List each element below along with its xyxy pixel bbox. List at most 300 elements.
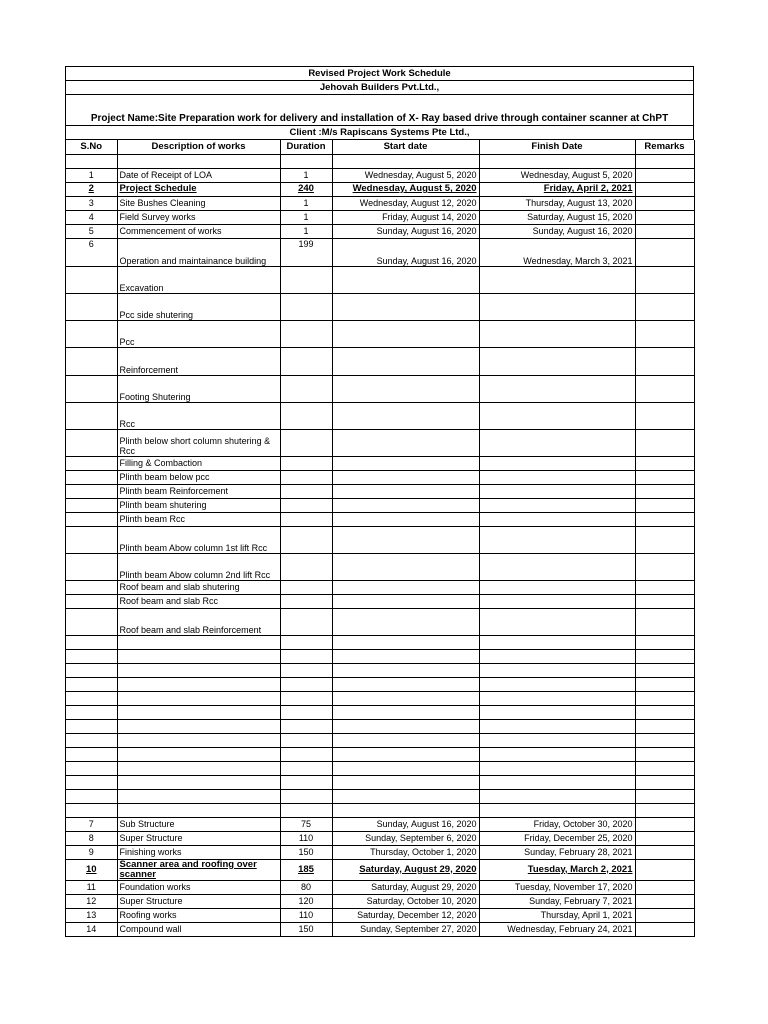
cell-description-text: Operation and maintainance building — [119, 255, 267, 266]
cell-finish-date-text: Thursday, August 13, 2020 — [525, 198, 633, 208]
cell-sno — [66, 402, 117, 429]
cell-duration — [280, 210, 332, 224]
cell-start-date — [332, 168, 479, 182]
cell-finish-date — [479, 196, 635, 210]
cell-remarks — [635, 705, 694, 719]
cell-duration-text: 120 — [298, 896, 314, 906]
cell-start-date — [332, 210, 479, 224]
cell-description-text: Roof beam and slab shutering — [119, 582, 240, 592]
cell-duration — [280, 470, 332, 484]
cell-remarks — [635, 512, 694, 526]
cell-duration — [280, 803, 332, 817]
table-row — [66, 803, 694, 817]
cell-finish-date — [479, 803, 635, 817]
cell-start-date-text: Thursday, October 1, 2020 — [370, 847, 477, 857]
cell-description — [117, 196, 280, 210]
cell-description-text: Roof beam and slab Reinforcement — [119, 624, 262, 635]
cell-start-date-text: Wednesday, August 5, 2020 — [364, 170, 477, 180]
cell-sno — [66, 320, 117, 347]
cell-finish-date-text: Friday, October 30, 2020 — [533, 819, 633, 829]
table-row — [66, 580, 694, 594]
cell-remarks — [635, 210, 694, 224]
cell-remarks — [635, 761, 694, 775]
cell-duration — [280, 922, 332, 936]
cell-sno — [66, 182, 117, 196]
cell-sno — [66, 347, 117, 375]
cell-start-date-text: Saturday, December 12, 2020 — [357, 910, 477, 920]
cell-description — [117, 691, 280, 705]
cell-start-date — [332, 880, 479, 894]
cell-sno — [66, 803, 117, 817]
cell-description — [117, 470, 280, 484]
cell-description — [117, 831, 280, 845]
cell-sno — [66, 817, 117, 831]
cell-remarks — [635, 266, 694, 293]
cell-sno — [66, 908, 117, 922]
cell-start-date — [332, 238, 479, 266]
cell-sno — [66, 429, 117, 456]
cell-start-date — [332, 456, 479, 470]
cell-sno — [66, 526, 117, 553]
table-row — [66, 553, 694, 580]
cell-start-date — [332, 347, 479, 375]
cell-remarks — [635, 196, 694, 210]
cell-description — [117, 677, 280, 691]
cell-duration — [280, 831, 332, 845]
table-row — [66, 182, 694, 196]
cell-duration-text: 80 — [300, 882, 311, 892]
cell-remarks — [635, 789, 694, 803]
cell-description-text: Plinth beam Rcc — [119, 514, 186, 524]
cell-remarks — [635, 429, 694, 456]
cell-start-date-text: Friday, August 14, 2020 — [382, 212, 477, 222]
cell-remarks — [635, 553, 694, 580]
table-row — [66, 691, 694, 705]
table-row — [66, 894, 694, 908]
table-row — [66, 456, 694, 470]
cell-remarks — [635, 238, 694, 266]
cell-description — [117, 733, 280, 747]
cell-remarks — [635, 635, 694, 649]
cell-duration-text: 1 — [303, 212, 309, 222]
table-row — [66, 375, 694, 402]
cell-finish-date — [479, 817, 635, 831]
table-row — [66, 761, 694, 775]
cell-description-text: Plinth beam Abow column 1st lift Rcc — [119, 542, 268, 553]
cell-sno — [66, 375, 117, 402]
cell-sno — [66, 470, 117, 484]
cell-start-date-text: Sunday, August 16, 2020 — [376, 819, 477, 829]
cell-start-date — [332, 429, 479, 456]
cell-start-date — [332, 649, 479, 663]
cell-duration — [280, 677, 332, 691]
cell-sno — [66, 498, 117, 512]
cell-finish-date — [479, 663, 635, 677]
cell-start-date — [332, 375, 479, 402]
cell-sno — [66, 894, 117, 908]
cell-duration — [280, 747, 332, 761]
cell-description-text: Scanner area and roofing over scanner — [119, 859, 257, 880]
cell-start-date — [332, 817, 479, 831]
cell-sno-text: 6 — [88, 238, 94, 249]
cell-duration — [280, 498, 332, 512]
table-row — [66, 470, 694, 484]
table-row — [66, 224, 694, 238]
column-header-remarks: Remarks — [635, 140, 694, 154]
cell-sno — [66, 677, 117, 691]
cell-sno — [66, 266, 117, 293]
cell-start-date — [332, 470, 479, 484]
cell-start-date — [332, 154, 479, 168]
cell-duration — [280, 293, 332, 320]
cell-duration — [280, 789, 332, 803]
cell-duration — [280, 484, 332, 498]
cell-start-date-text: Sunday, September 27, 2020 — [360, 924, 477, 934]
cell-finish-date-text: Wednesday, February 24, 2021 — [507, 924, 633, 934]
cell-description — [117, 635, 280, 649]
cell-duration — [280, 347, 332, 375]
cell-finish-date — [479, 922, 635, 936]
cell-finish-date-text: Thursday, April 1, 2021 — [540, 910, 633, 920]
table-row — [66, 880, 694, 894]
company-name: Jehovah Builders Pvt.Ltd., — [66, 81, 694, 95]
table-row — [66, 747, 694, 761]
cell-remarks — [635, 402, 694, 429]
cell-remarks — [635, 845, 694, 859]
cell-remarks — [635, 859, 694, 880]
cell-remarks — [635, 908, 694, 922]
cell-duration — [280, 880, 332, 894]
table-header-row — [66, 140, 694, 154]
cell-sno — [66, 594, 117, 608]
cell-duration-text: 1 — [303, 226, 309, 236]
cell-description-text: Site Bushes Cleaning — [119, 198, 206, 208]
schedule-sheet — [65, 66, 694, 937]
cell-description — [117, 210, 280, 224]
table-row — [66, 705, 694, 719]
cell-description-text: Plinth beam shutering — [119, 500, 207, 510]
cell-finish-date — [479, 375, 635, 402]
cell-duration — [280, 266, 332, 293]
cell-description — [117, 402, 280, 429]
cell-duration — [280, 224, 332, 238]
table-row — [66, 775, 694, 789]
cell-duration — [280, 594, 332, 608]
cell-description-text: Roof beam and slab Rcc — [119, 596, 219, 606]
cell-sno-text: 11 — [86, 882, 96, 892]
column-header-sno: S.No — [66, 140, 117, 154]
cell-remarks — [635, 922, 694, 936]
cell-duration-text: 110 — [298, 910, 314, 920]
cell-remarks — [635, 154, 694, 168]
cell-finish-date — [479, 859, 635, 880]
table-row — [66, 210, 694, 224]
cell-start-date — [332, 733, 479, 747]
cell-remarks — [635, 608, 694, 635]
cell-remarks — [635, 293, 694, 320]
cell-start-date — [332, 677, 479, 691]
cell-sno-text: 4 — [88, 212, 94, 222]
cell-remarks — [635, 747, 694, 761]
cell-description-text: Plinth beam Abow column 2nd lift Rcc — [119, 569, 271, 580]
cell-finish-date — [479, 484, 635, 498]
cell-duration — [280, 635, 332, 649]
cell-remarks — [635, 594, 694, 608]
cell-start-date — [332, 484, 479, 498]
cell-remarks — [635, 498, 694, 512]
cell-finish-date — [479, 594, 635, 608]
cell-description-text: Pcc — [119, 336, 135, 347]
cell-duration-text: 240 — [298, 183, 314, 194]
cell-finish-date-text: Sunday, February 7, 2021 — [529, 896, 633, 906]
cell-description-text: Reinforcement — [119, 364, 179, 375]
cell-duration — [280, 168, 332, 182]
cell-sno — [66, 761, 117, 775]
cell-start-date — [332, 580, 479, 594]
cell-description — [117, 498, 280, 512]
cell-finish-date — [479, 608, 635, 635]
cell-description — [117, 845, 280, 859]
cell-start-date — [332, 775, 479, 789]
cell-description-text: Super Structure — [119, 833, 183, 843]
cell-start-date — [332, 512, 479, 526]
cell-remarks — [635, 691, 694, 705]
cell-description-text: Pcc side shutering — [119, 309, 194, 320]
cell-description — [117, 553, 280, 580]
cell-sno — [66, 238, 117, 266]
cell-start-date — [332, 789, 479, 803]
cell-description — [117, 320, 280, 347]
table-row — [66, 498, 694, 512]
table-row — [66, 817, 694, 831]
cell-duration-text: 1 — [303, 198, 309, 208]
cell-description — [117, 719, 280, 733]
table-row — [66, 908, 694, 922]
cell-finish-date — [479, 691, 635, 705]
cell-sno — [66, 663, 117, 677]
cell-sno — [66, 705, 117, 719]
cell-finish-date — [479, 347, 635, 375]
cell-description-text: Foundation works — [119, 882, 191, 892]
table-body — [66, 154, 694, 936]
cell-sno — [66, 922, 117, 936]
cell-description — [117, 154, 280, 168]
cell-sno — [66, 831, 117, 845]
cell-finish-date-text: Friday, April 2, 2021 — [543, 183, 633, 194]
cell-remarks — [635, 894, 694, 908]
cell-sno — [66, 635, 117, 649]
cell-start-date — [332, 705, 479, 719]
cell-description-text: Date of Receipt of LOA — [119, 170, 213, 180]
cell-finish-date-text: Saturday, August 15, 2020 — [527, 212, 633, 222]
cell-finish-date — [479, 266, 635, 293]
table-row — [66, 238, 694, 266]
cell-finish-date — [479, 908, 635, 922]
cell-start-date — [332, 608, 479, 635]
cell-start-date — [332, 922, 479, 936]
cell-duration — [280, 705, 332, 719]
cell-duration — [280, 320, 332, 347]
cell-finish-date-text: Wednesday, March 3, 2021 — [523, 255, 633, 266]
cell-start-date-text: Sunday, September 6, 2020 — [365, 833, 477, 843]
cell-description — [117, 456, 280, 470]
cell-start-date — [332, 691, 479, 705]
table-row — [66, 922, 694, 936]
cell-start-date — [332, 803, 479, 817]
cell-finish-date — [479, 238, 635, 266]
cell-finish-date — [479, 470, 635, 484]
cell-description — [117, 922, 280, 936]
cell-duration — [280, 649, 332, 663]
cell-duration — [280, 375, 332, 402]
column-header-description: Description of works — [117, 140, 280, 154]
cell-start-date-text: Sunday, August 16, 2020 — [376, 226, 477, 236]
cell-sno-text: 2 — [88, 183, 94, 194]
cell-start-date-text: Saturday, August 29, 2020 — [371, 882, 477, 892]
cell-description — [117, 293, 280, 320]
cell-duration — [280, 608, 332, 635]
cell-finish-date-text: Tuesday, March 2, 2021 — [527, 863, 633, 875]
cell-finish-date-text: Tuesday, November 17, 2020 — [514, 882, 633, 892]
cell-description-text: Footing Shutering — [119, 391, 191, 402]
cell-finish-date — [479, 512, 635, 526]
cell-description — [117, 266, 280, 293]
cell-finish-date — [479, 880, 635, 894]
cell-duration — [280, 402, 332, 429]
table-row — [66, 168, 694, 182]
table-row — [66, 484, 694, 498]
cell-sno — [66, 880, 117, 894]
cell-sno — [66, 553, 117, 580]
cell-start-date-text: Saturday, August 29, 2020 — [359, 863, 477, 875]
cell-finish-date — [479, 831, 635, 845]
cell-remarks — [635, 880, 694, 894]
cell-remarks — [635, 347, 694, 375]
cell-description-text: Excavation — [119, 282, 164, 293]
cell-sno — [66, 196, 117, 210]
cell-start-date-text: Saturday, October 10, 2020 — [366, 896, 477, 906]
table-row — [66, 293, 694, 320]
cell-duration — [280, 775, 332, 789]
cell-remarks — [635, 803, 694, 817]
table-row — [66, 196, 694, 210]
cell-duration-text: 1 — [303, 170, 309, 180]
cell-remarks — [635, 775, 694, 789]
cell-sno — [66, 608, 117, 635]
table-row — [66, 859, 694, 880]
cell-remarks — [635, 320, 694, 347]
cell-duration — [280, 761, 332, 775]
cell-finish-date — [479, 293, 635, 320]
cell-duration — [280, 182, 332, 196]
cell-finish-date — [479, 705, 635, 719]
cell-sno-text: 3 — [88, 198, 94, 208]
cell-sno — [66, 747, 117, 761]
table-row — [66, 266, 694, 293]
cell-description — [117, 238, 280, 266]
cell-finish-date — [479, 580, 635, 594]
cell-sno — [66, 789, 117, 803]
cell-sno — [66, 649, 117, 663]
table-row — [66, 831, 694, 845]
table-row — [66, 845, 694, 859]
cell-sno — [66, 154, 117, 168]
cell-duration — [280, 238, 332, 266]
cell-duration — [280, 553, 332, 580]
cell-start-date — [332, 594, 479, 608]
cell-description — [117, 512, 280, 526]
cell-duration — [280, 859, 332, 880]
cell-finish-date-text: Wednesday, August 5, 2020 — [520, 170, 633, 180]
cell-description — [117, 594, 280, 608]
cell-description-text: Plinth beam Reinforcement — [119, 486, 229, 496]
cell-remarks — [635, 719, 694, 733]
table-row — [66, 526, 694, 553]
cell-description — [117, 526, 280, 553]
cell-start-date — [332, 719, 479, 733]
table-row — [66, 733, 694, 747]
cell-description-text: Super Structure — [119, 896, 183, 906]
cell-duration — [280, 663, 332, 677]
cell-start-date — [332, 266, 479, 293]
table-row — [66, 635, 694, 649]
cell-sno — [66, 168, 117, 182]
cell-description — [117, 705, 280, 719]
cell-start-date — [332, 498, 479, 512]
cell-description-text: Project Schedule — [119, 183, 197, 194]
cell-remarks — [635, 224, 694, 238]
cell-description — [117, 580, 280, 594]
cell-description — [117, 894, 280, 908]
cell-description — [117, 761, 280, 775]
cell-duration-text: 75 — [300, 819, 311, 829]
cell-description — [117, 484, 280, 498]
cell-finish-date — [479, 210, 635, 224]
cell-finish-date — [479, 320, 635, 347]
cell-start-date — [332, 553, 479, 580]
cell-description-text: Plinth below short column shutering & Rcc — [119, 435, 271, 456]
cell-description — [117, 168, 280, 182]
column-header-finish-date: Finish Date — [479, 140, 635, 154]
cell-description — [117, 347, 280, 375]
cell-description-text: Sub Structure — [119, 819, 175, 829]
cell-finish-date — [479, 719, 635, 733]
cell-remarks — [635, 663, 694, 677]
cell-start-date — [332, 224, 479, 238]
cell-description — [117, 224, 280, 238]
table-row — [66, 663, 694, 677]
cell-sno-text: 12 — [86, 896, 97, 906]
cell-description — [117, 429, 280, 456]
cell-finish-date — [479, 553, 635, 580]
cell-sno — [66, 484, 117, 498]
column-header-start-date: Start date — [332, 140, 479, 154]
cell-duration — [280, 733, 332, 747]
cell-sno — [66, 512, 117, 526]
cell-sno — [66, 859, 117, 880]
cell-finish-date — [479, 635, 635, 649]
cell-duration-text: 150 — [298, 924, 314, 934]
cell-start-date — [332, 859, 479, 880]
cell-start-date — [332, 635, 479, 649]
cell-description — [117, 649, 280, 663]
project-name: Project Name:Site Preparation work for delivery and installation of X- Ray based drive through container scanner at ChPT — [66, 95, 694, 126]
cell-remarks — [635, 484, 694, 498]
cell-remarks — [635, 580, 694, 594]
table-row — [66, 429, 694, 456]
cell-description — [117, 663, 280, 677]
cell-sno-text: 8 — [88, 833, 94, 843]
